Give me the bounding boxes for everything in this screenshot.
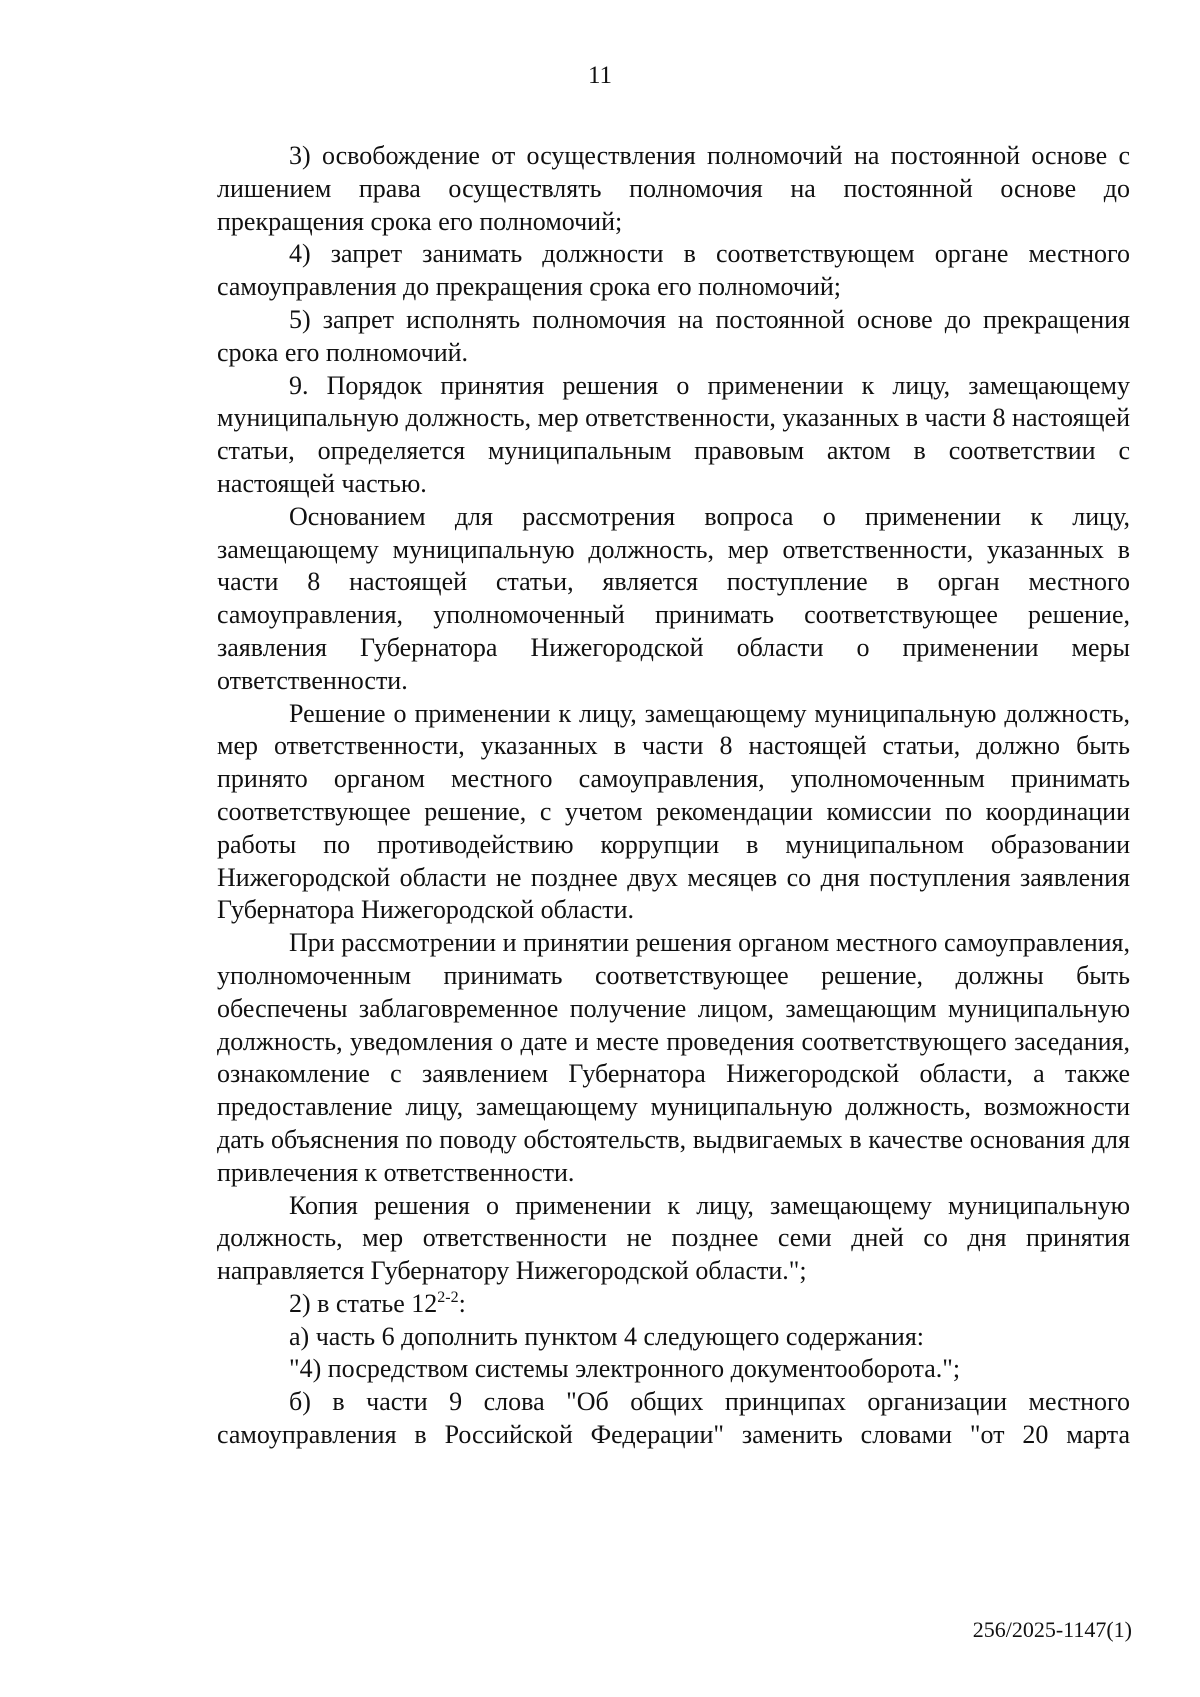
paragraph-item-4: 4) запрет занимать должности в соответствующем органе местного самоуправления до прекращения срока его полномочий; <box>217 239 1130 302</box>
paragraph-grounds: Основанием для рассмотрения вопроса о применении к лицу, замещающему муниципальную должность, мер ответственности, указанных в части 8 настоящей статьи, является поступление в орган местного самоуправления, уполномоченный принимать соответствующее решение, заявления Губернатора Нижегородской области о применении меры ответственности. <box>217 501 1130 695</box>
paragraph-procedure: При рассмотрении и принятии решения органом местного самоуправления, уполномоченным принимать соответствующее решение, должны быть обеспечены заблаговременное получение лицом, замещающим муниципальную должность, уведомления о дате и месте проведения соответствующего заседания, ознакомление с заявлением Губернатора Нижегородской области, а также предоставление лицу, замещающему муниципальную должность, возможности дать объяснения по поводу обстоятельств, выдвигаемых в качестве основания для привлечения к ответственности. <box>217 928 1130 1187</box>
page-number: 11 <box>587 62 613 89</box>
paragraph-subitem-b: б) в части 9 слова "Об общих принципах организации местного самоуправления в Российской Федерации" заменить словами "от 20 марта <box>217 1387 1130 1450</box>
paragraph-copy: Копия решения о применении к лицу, замещающему муниципальную должность, мер ответственности не позднее семи дней со дня принятия направляется Губернатору Нижегородской области."; <box>217 1190 1130 1286</box>
document-body <box>217 140 1130 1452</box>
paragraph-item-5: 5) запрет исполнять полномочия на постоянной основе до прекращения срока его полномочий. <box>217 304 1130 367</box>
paragraph-quoted-item-4: "4) посредством системы электронного документооборота."; <box>289 1354 961 1384</box>
document-id: 256/2025-1147(1) <box>972 1617 1132 1642</box>
paragraph-subitem-a: а) часть 6 дополнить пунктом 4 следующего содержания: <box>289 1321 925 1351</box>
paragraph-decision: Решение о применении к лицу, замещающему муниципальную должность, мер ответственности, указанных в части 8 настоящей статьи, должно быть принято органом местного самоуправления, уполномоченным принимать соответствующее решение, с учетом рекомендации комиссии по координации работы по противодействию коррупции в муниципальном образовании Нижегородской области не позднее двух месяцев со дня поступления заявления Губернатора Нижегородской области. <box>217 698 1130 925</box>
paragraph-article-amendment <box>217 1288 1130 1321</box>
article-prefix: 2) в статье 12 <box>289 1288 438 1318</box>
paragraph-item-3: 3) освобождение от осуществления полномочий на постоянной основе с лишением права осуществлять полномочия на постоянной основе до прекращения срока его полномочий; <box>217 141 1130 236</box>
article-suffix: : <box>458 1288 466 1318</box>
article-superscript: 2-2 <box>437 1288 459 1306</box>
paragraph-part-9: 9. Порядок принятия решения о применении к лицу, замещающему муниципальную должность, мер ответственности, указанных в части 8 настоящей статьи, определяется муниципальным правовым актом в соответствии с настоящей частью. <box>217 370 1130 498</box>
